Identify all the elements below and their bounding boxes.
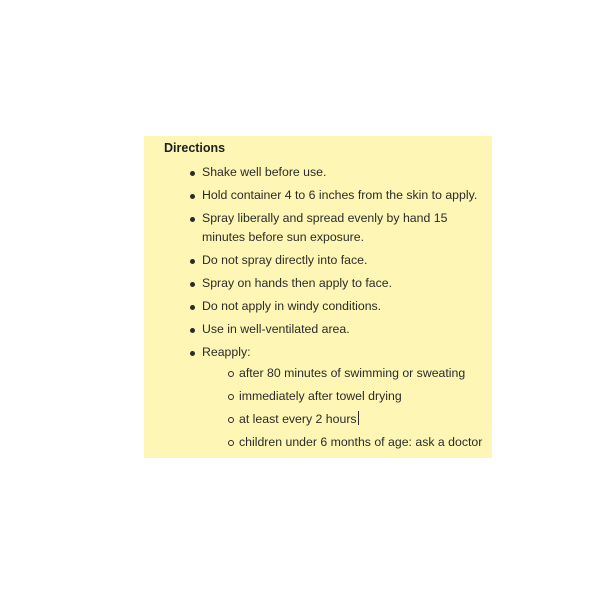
sublist-item-text: immediately after towel drying [239,389,402,403]
sublist-item [202,410,492,429]
directions-list [144,163,492,456]
list-item-reapply [144,343,492,452]
list-item [144,297,492,316]
bullet-icon [190,328,195,333]
bullet-icon [190,194,195,199]
sublist-item-text: after 80 minutes of swimming or sweating [239,366,466,380]
list-item [144,274,492,293]
bullet-icon [190,259,195,264]
list-item [144,163,492,182]
directions-heading: Directions [164,141,226,155]
list-item-text: Use in well-ventilated area. [202,322,350,336]
directions-panel [144,136,492,458]
circle-bullet-icon [228,417,234,423]
list-item-text: Hold container 4 to 6 inches from the skin to apply. [202,188,478,202]
list-item-text: Spray on hands then apply to face. [202,276,393,290]
bullet-icon [190,282,195,287]
list-item-text: Spray liberally and spread evenly by hand 15 minutes before sun exposure. [202,211,448,244]
circle-bullet-icon [228,394,234,400]
bullet-icon [190,217,195,222]
list-item-text: Reapply: [202,345,251,359]
bullet-icon [190,171,195,176]
sublist-item-text: at least every 2 hours [239,412,357,426]
sublist-item [202,364,492,383]
sublist-item [202,387,492,406]
list-item [144,320,492,339]
reapply-sublist [202,364,492,452]
text-cursor [358,411,359,425]
list-item-text: Do not spray directly into face. [202,253,368,267]
bullet-icon [190,351,195,356]
sublist-item [202,433,492,452]
circle-bullet-icon [228,371,234,377]
sublist-item-text: children under 6 months of age: ask a doctor [239,435,483,449]
list-item-text: Shake well before use. [202,165,327,179]
list-item [144,251,492,270]
list-item [144,209,492,247]
bullet-icon [190,305,195,310]
list-item-text: Do not apply in windy conditions. [202,299,382,313]
list-item [144,186,492,205]
circle-bullet-icon [228,440,234,446]
